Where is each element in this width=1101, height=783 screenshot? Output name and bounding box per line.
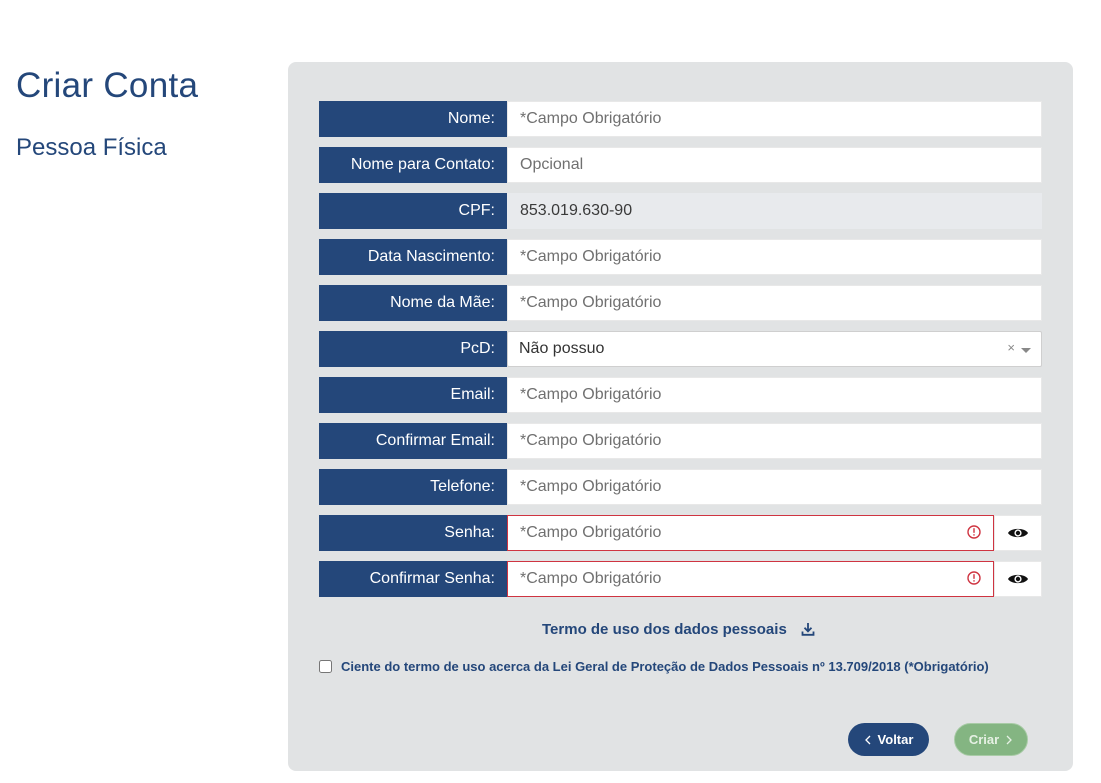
field-label-pcd: PcD:	[319, 331, 507, 367]
field-label-confirmar-email: Confirmar Email:	[319, 423, 507, 459]
field-label-telefone: Telefone:	[319, 469, 507, 505]
alert-circle-icon	[967, 525, 981, 539]
terms-link-label: Termo de uso dos dados pessoais	[542, 620, 787, 638]
field-row-nome	[319, 101, 1042, 137]
field-label-email: Email:	[319, 377, 507, 413]
field-row-telefone	[319, 469, 1042, 505]
back-button[interactable]	[848, 723, 929, 756]
nome-contato-input[interactable]	[507, 147, 1042, 183]
field-label-nome-mae: Nome da Mãe:	[319, 285, 507, 321]
eye-icon	[1007, 572, 1029, 586]
field-label-nome: Nome:	[319, 101, 507, 137]
page-subtitle: Pessoa Física	[16, 134, 167, 161]
telefone-input[interactable]	[507, 469, 1042, 505]
field-label-senha: Senha:	[319, 515, 507, 551]
show-confirm-password-button[interactable]	[994, 561, 1042, 597]
pcd-select[interactable]	[507, 331, 1042, 367]
chevron-right-icon	[1005, 735, 1013, 745]
field-row-email	[319, 377, 1042, 413]
nome-input[interactable]	[507, 101, 1042, 137]
create-button-label: Criar	[968, 732, 1000, 747]
pcd-selected-value: Não possuo	[519, 340, 605, 357]
field-label-data-nascimento: Data Nascimento:	[319, 239, 507, 275]
field-row-nome-mae	[319, 285, 1042, 321]
field-row-cpf	[319, 193, 1042, 229]
senha-input[interactable]	[507, 515, 994, 551]
field-row-nome-contato	[319, 147, 1042, 183]
chevron-left-icon	[864, 735, 872, 745]
field-row-senha	[319, 515, 1042, 551]
field-row-pcd	[319, 331, 1042, 367]
field-row-confirmar-senha	[319, 561, 1042, 597]
terms-download-link[interactable]	[542, 619, 815, 639]
consent-checkbox[interactable]	[319, 660, 332, 673]
show-password-button[interactable]	[994, 515, 1042, 551]
field-row-confirmar-email	[319, 423, 1042, 459]
cpf-input	[507, 193, 1042, 229]
page-title: Criar Conta	[16, 66, 199, 105]
nome-mae-input[interactable]	[507, 285, 1042, 321]
consent-label: Ciente do termo de uso acerca da Lei Geral de Proteção de Dados Pessoais nº 13.709/2018 (*Obrigatório)	[341, 658, 989, 674]
consent-row[interactable]	[319, 656, 989, 676]
field-label-nome-contato: Nome para Contato:	[319, 147, 507, 183]
confirmar-email-input[interactable]	[507, 423, 1042, 459]
confirmar-senha-input[interactable]	[507, 561, 994, 597]
eye-icon	[1007, 526, 1029, 540]
create-button[interactable]	[954, 723, 1028, 756]
email-input[interactable]	[507, 377, 1042, 413]
field-label-cpf: CPF:	[319, 193, 507, 229]
chevron-down-icon[interactable]	[1021, 348, 1031, 353]
download-icon	[801, 622, 815, 636]
field-label-confirmar-senha: Confirmar Senha:	[319, 561, 507, 597]
data-nascimento-input[interactable]	[507, 239, 1042, 275]
back-button-label: Voltar	[877, 732, 914, 747]
alert-circle-icon	[967, 571, 981, 585]
field-row-data-nascimento	[319, 239, 1042, 275]
clear-selection-icon[interactable]: ×	[1007, 340, 1015, 355]
